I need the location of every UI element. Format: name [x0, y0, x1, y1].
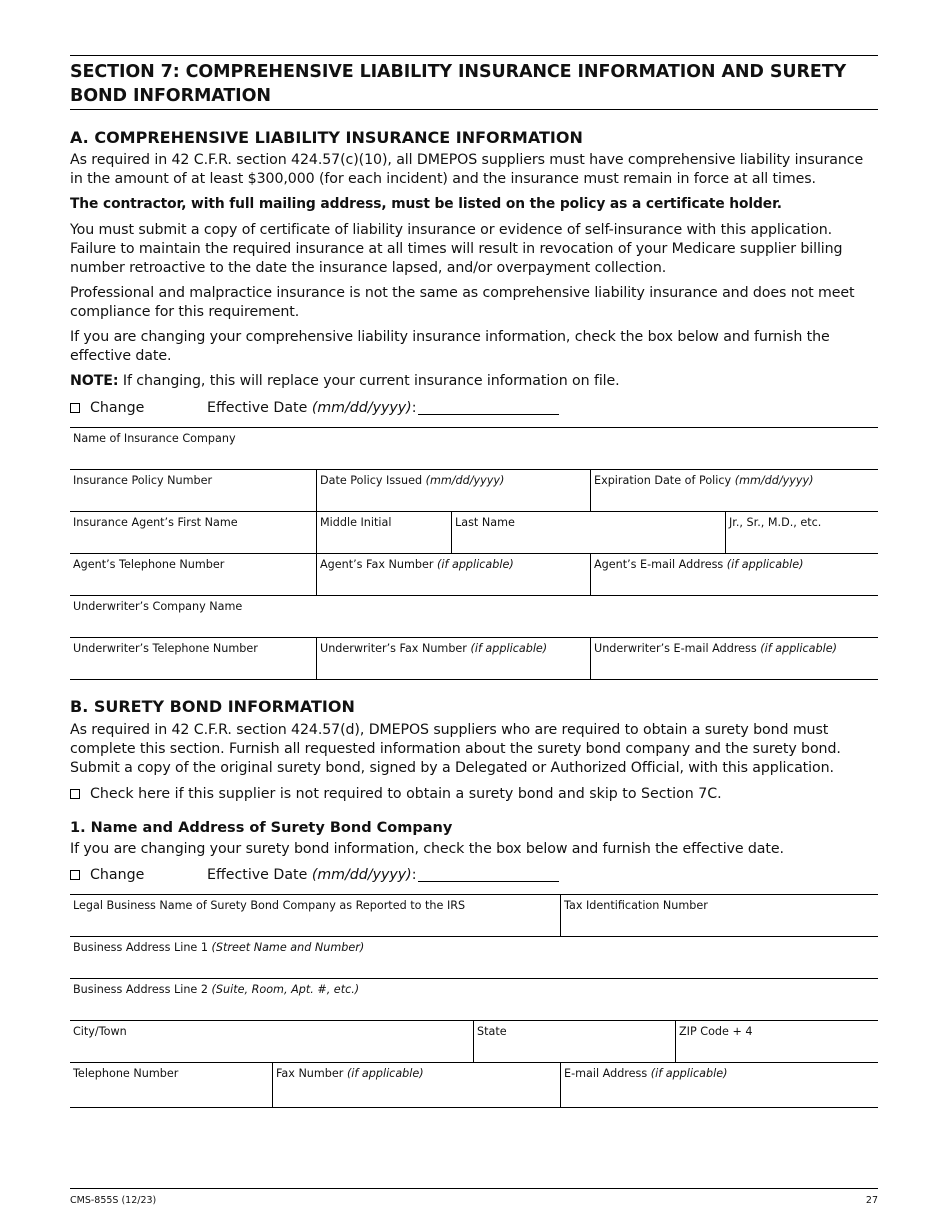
underwriter-email-field[interactable]: Underwriter’s E-mail Address (if applicable): [590, 638, 878, 679]
bond-change-label: Change: [90, 867, 145, 883]
surety-row-1: [70, 894, 878, 937]
surety-phone-field[interactable]: Telephone Number: [73, 1067, 179, 1080]
insurance-row-5: [70, 595, 878, 638]
part-a-paragraph-3: You must submit a copy of certificate of liability insurance or evidence of self-insurance with this application. Failure to maintain the required insurance at all times will result in revocation of your Medicare supplier billing number retroactive to the date the insurance lapsed, and/or overpayment collection.: [70, 222, 843, 276]
agent-phone-field[interactable]: Agent’s Telephone Number: [73, 558, 225, 571]
surety-address-line-2-field[interactable]: Business Address Line 2 (Suite, Room, Apt. #, etc.): [73, 983, 360, 996]
bond-not-required-label: Check here if this supplier is not required to obtain a surety bond and skip to Section 7C.: [90, 786, 722, 802]
agent-middle-initial-field[interactable]: Middle Initial: [316, 512, 451, 554]
surety-city-field[interactable]: City/Town: [73, 1025, 127, 1038]
bond-effective-date-label: Effective Date (mm/dd/yyyy):: [207, 867, 417, 883]
surety-tin-field[interactable]: Tax Identification Number: [560, 895, 878, 937]
surety-address-line-1-field[interactable]: Business Address Line 1 (Street Name and Number): [73, 941, 365, 954]
surety-state-field[interactable]: State: [473, 1021, 676, 1063]
part-a-paragraph-4: Professional and malpractice insurance is not the same as comprehensive liability insurance and does not meet compliance for this requirement.: [70, 285, 855, 320]
page-footer: [70, 1188, 878, 1206]
part-b-heading: B. SURETY BOND INFORMATION: [70, 697, 355, 716]
insurance-row-3: [70, 511, 878, 554]
agent-email-field[interactable]: Agent’s E-mail Address (if applicable): [590, 554, 878, 596]
expiration-date-field[interactable]: Expiration Date of Policy (mm/dd/yyyy): [590, 470, 878, 512]
bond-not-required-checkbox[interactable]: [70, 789, 80, 799]
insurance-effective-date-label: Effective Date (mm/dd/yyyy):: [207, 400, 417, 416]
bond-change-checkbox[interactable]: [70, 870, 80, 880]
surety-zip-field[interactable]: ZIP Code + 4: [675, 1021, 878, 1063]
surety-legal-name-field[interactable]: Legal Business Name of Surety Bond Company as Reported to the IRS: [73, 899, 466, 912]
surety-email-field[interactable]: E-mail Address (if applicable): [560, 1063, 878, 1107]
insurance-row-4: [70, 553, 878, 596]
underwriter-company-field[interactable]: Underwriter’s Company Name: [73, 600, 243, 613]
insurance-row-6: [70, 637, 878, 680]
part-a-certificate-holder-note: The contractor, with full mailing address, must be listed on the policy as a certificate holder.: [70, 196, 782, 212]
agent-fax-field[interactable]: Agent’s Fax Number (if applicable): [316, 554, 591, 596]
insurance-effective-date-field[interactable]: [418, 414, 559, 415]
bond-change-row: [70, 865, 878, 885]
surety-row-2: [70, 936, 878, 979]
policy-number-field[interactable]: Insurance Policy Number: [73, 474, 213, 487]
part-b-paragraph-1: As required in 42 C.F.R. section 424.57(d), DMEPOS suppliers who are required to obtain a surety bond must complete this section. Furnish all requested information about the surety bond company and the surety bond. Submit a copy of the original surety bond, signed by a Delegated or Authorized Official, with this application.: [70, 722, 841, 776]
section-bottom-rule: [70, 109, 878, 110]
insurance-company-field[interactable]: Name of Insurance Company: [73, 432, 236, 445]
section-top-rule: [70, 55, 878, 56]
part-a-paragraph-5: If you are changing your comprehensive liability insurance information, check the box below and furnish the effective date.: [70, 329, 830, 364]
insurance-change-label: Change: [90, 400, 145, 416]
bond-not-required-row: [70, 784, 878, 804]
page-number: 27: [865, 1195, 878, 1206]
note-label: NOTE:: [70, 373, 119, 389]
section-title: SECTION 7: COMPREHENSIVE LIABILITY INSURANCE INFORMATION AND SURETY BOND INFORMATION: [70, 62, 847, 106]
underwriter-fax-field[interactable]: Underwriter’s Fax Number (if applicable): [316, 638, 591, 679]
surety-row-5: [70, 1062, 878, 1108]
insurance-change-checkbox[interactable]: [70, 403, 80, 413]
surety-row-3: [70, 978, 878, 1021]
insurance-row-1: [70, 427, 878, 470]
surety-company-subheading: 1. Name and Address of Surety Bond Company: [70, 820, 453, 836]
insurance-change-row: [70, 398, 878, 418]
date-issued-field[interactable]: Date Policy Issued (mm/dd/yyyy): [316, 470, 591, 512]
note-text: If changing, this will replace your current insurance information on file.: [118, 373, 620, 389]
underwriter-phone-field[interactable]: Underwriter’s Telephone Number: [73, 642, 258, 655]
insurance-row-2: [70, 469, 878, 512]
bond-effective-date-field[interactable]: [418, 881, 559, 882]
part-a-note: [70, 372, 878, 391]
agent-last-name-field[interactable]: Last Name: [451, 512, 726, 554]
surety-fax-field[interactable]: Fax Number (if applicable): [272, 1063, 560, 1107]
surety-change-instructions: If you are changing your surety bond information, check the box below and furnish the effective date.: [70, 841, 784, 857]
agent-first-name-field[interactable]: Insurance Agent’s First Name: [73, 516, 238, 529]
agent-suffix-field[interactable]: Jr., Sr., M.D., etc.: [725, 512, 878, 554]
part-a-heading: A. COMPREHENSIVE LIABILITY INSURANCE INFORMATION: [70, 128, 583, 147]
part-a-paragraph-1: As required in 42 C.F.R. section 424.57(c)(10), all DMEPOS suppliers must have comprehensive liability insurance in the amount of at least $300,000 (for each incident) and the insurance must remain in force at all times.: [70, 152, 864, 187]
form-id: CMS-855S (12/23): [70, 1195, 157, 1206]
surety-row-4: [70, 1020, 878, 1063]
